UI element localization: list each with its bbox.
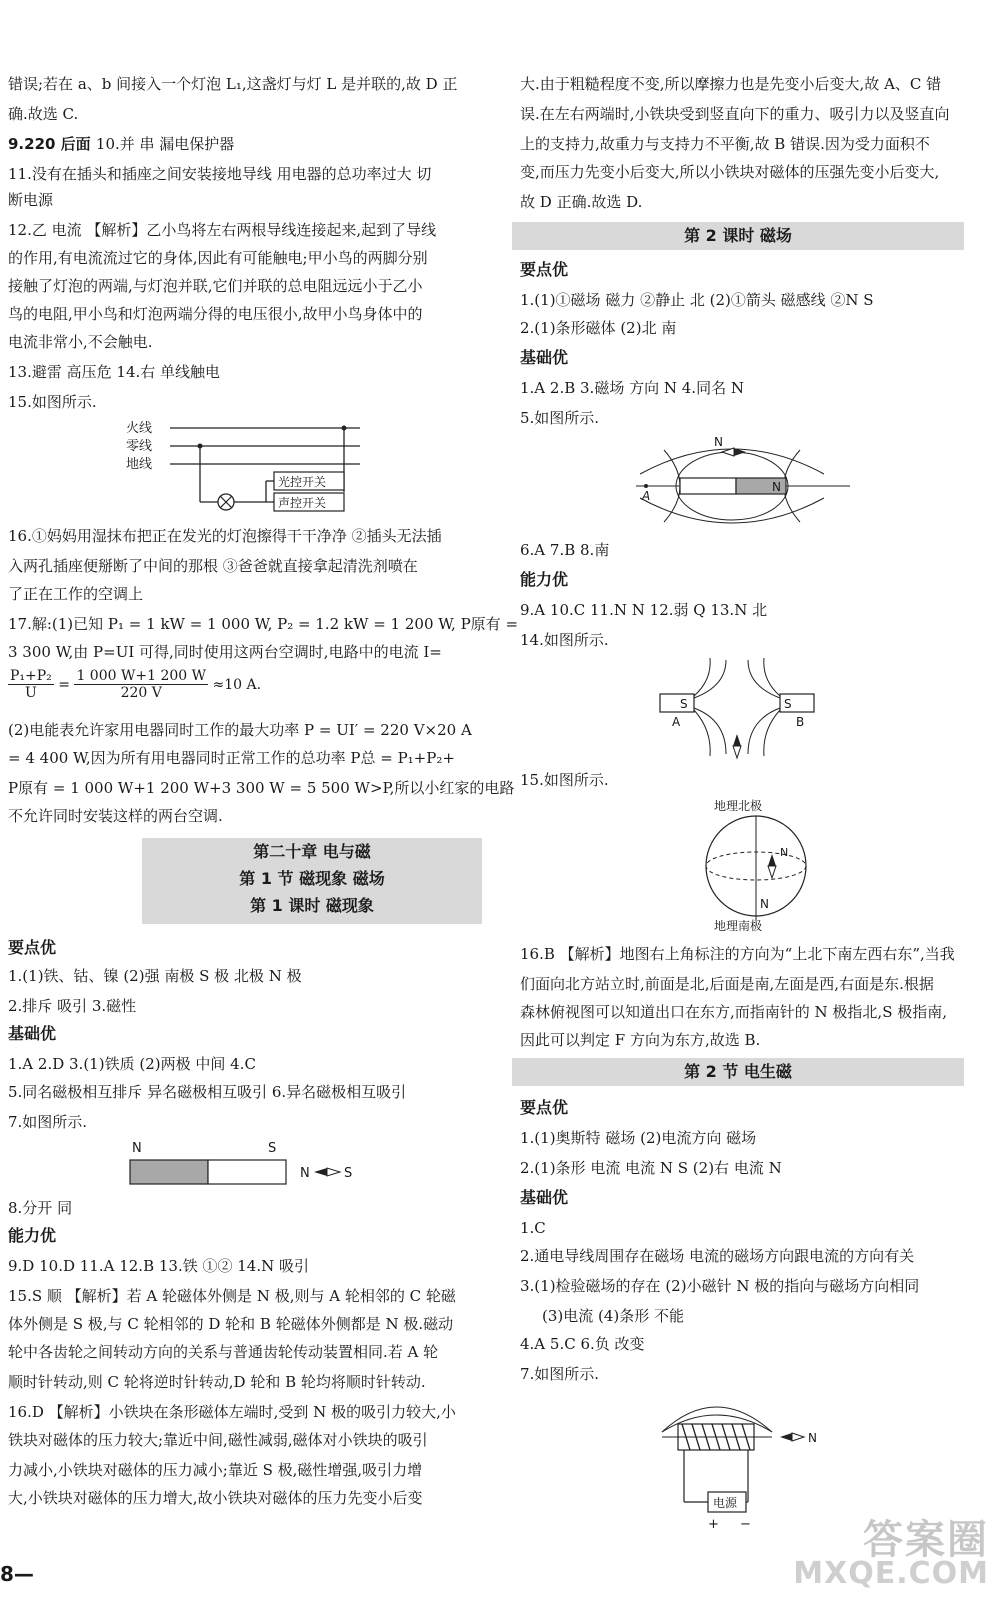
axis-n-label: N	[760, 897, 769, 911]
compass-needle-icon	[733, 734, 741, 758]
needle-n-label: N	[808, 1431, 817, 1445]
left-pole-s: S	[680, 697, 688, 711]
ability-16-line4: 大,小铁块对磁体的压力增大,故小铁块对磁体的压力先变小后变	[8, 1489, 423, 1507]
ability-9-13: 9.A 10.C 11.N N 12.弱 Q 13.N 北	[520, 601, 768, 619]
magnet-s-label: S	[268, 1141, 277, 1156]
answer-10: 10.并 串 漏电保护器	[95, 135, 235, 153]
fraction-mid-denominator: 220 V	[120, 685, 162, 701]
basic-1: 1.C	[520, 1219, 546, 1237]
minus-terminal: −	[740, 1517, 751, 1532]
answer-16-line2: 入两孔插座便掰断了中间的那根 ③爸爸就直接拿起清洗剂喷在	[8, 557, 418, 575]
right-pole-s: S	[784, 697, 792, 711]
answer-17-line2: 3 300 W,由 P=UI 可得,同时使用这两台空调时,电路中的电流 I=	[8, 643, 442, 661]
key-points-heading: 要点优	[520, 1098, 569, 1117]
fraction-mid-numerator: 1 000 W+1 200 W	[76, 668, 207, 684]
section-2-title: 第 2 节 电生磁	[684, 1062, 792, 1081]
text-line: 误.在左右两端时,小铁块受到竖直向下的重力、吸引力以及竖直向	[520, 105, 950, 123]
ability-15-line2: 体外侧是 S 极,与 C 轮相邻的 D 轮和 B 轮磁体外侧都是 N 极.磁动	[8, 1315, 454, 1333]
ability-15-line1: 15.S 顺 【解析】若 A 轮磁体外侧是 N 极,则与 A 轮相邻的 C 轮磁	[8, 1287, 456, 1305]
basic-3-line2: (3)电流 (4)条形 不能	[542, 1307, 685, 1325]
answer-16-line1: 16.①妈妈用湿抹布把正在发光的灯泡擦得干干净净 ②插头无法插	[8, 527, 442, 545]
answer-17-line5: = 4 400 W,因为所有用电器同时正常工作的总功率 P总 = P₁+P₂+	[8, 749, 455, 767]
household-circuit-diagram	[126, 414, 366, 520]
magnet-n-label: N	[132, 1141, 142, 1156]
bar-magnet-diagram	[124, 1138, 384, 1192]
ability-15: 15.如图所示.	[520, 771, 609, 789]
needle-s-label: S	[344, 1166, 353, 1181]
answer-12-line5: 电流非常小,不会触电.	[8, 333, 153, 351]
basic-4-6: 4.A 5.C 6.负 改变	[520, 1335, 645, 1353]
watermark-logo-text: 答案圈	[863, 1517, 989, 1563]
answer-12-line4: 鸟的电阻,甲小鸟和灯泡两端分得的电压很小,故甲小鸟身体中的	[8, 305, 423, 323]
ability-16-line2: 铁块对磁体的压力较大;靠近中间,磁性减弱,磁体对小铁块的吸引	[8, 1431, 428, 1449]
ability-heading: 能力优	[8, 1226, 57, 1245]
answer-11-line1: 11.没有在插头和插座之间安装接地导线 用电器的总功率过大 切	[8, 165, 432, 183]
text-line: 故 D 正确.故选 D.	[520, 193, 643, 211]
light-switch-label: 光控开关	[278, 475, 327, 489]
text-line: 大.由于粗糙程度不变,所以摩擦力也是先变小后变大,故 A、C 错	[520, 75, 942, 93]
geographic-south-label: 地理南极	[714, 919, 763, 933]
key-point-1: 1.(1)奥斯特 磁场 (2)电流方向 磁场	[520, 1129, 757, 1147]
needle-n-label: N	[780, 846, 789, 859]
answer-17-line1: 17.解:(1)已知 P₁ = 1 kW = 1 000 W, P₂ = 1.2 kW = 1 200 W, P原有 =	[8, 615, 519, 633]
needle-n-label: N	[300, 1166, 310, 1181]
ability-16-line4: 因此可以判定 F 方向为东方,故选 B.	[520, 1031, 761, 1049]
basic-3-line1: 3.(1)检验磁场的存在 (2)小磁针 N 极的指向与磁场方向相同	[520, 1277, 920, 1295]
answer-9-10	[8, 134, 234, 154]
compass-needle-icon	[780, 1433, 804, 1441]
answer-14: 14.右 单线触电	[116, 363, 221, 381]
ability-16-line1: 16.B 【解析】地图右上角标注的方向为“上北下南左西右东”,当我	[520, 945, 955, 963]
chapter-header	[142, 838, 482, 924]
text-line: 确.故选 C.	[8, 105, 79, 123]
compass-needle-icon	[768, 854, 776, 878]
ability-16-line1: 16.D 【解析】小铁块在条形磁体左端时,受到 N 极的吸引力较大,小	[8, 1403, 456, 1421]
section-2-header	[512, 1058, 964, 1086]
chapter-title: 第二十章 电与磁	[253, 842, 371, 861]
geographic-north-label: 地理北极	[714, 799, 763, 813]
lamp-icon	[218, 494, 234, 510]
key-point-1: 1.(1)铁、钴、镍 (2)强 南极 S 极 北极 N 极	[8, 967, 302, 985]
answer-15: 15.如图所示.	[8, 393, 97, 411]
magnetic-field-lines-diagram	[636, 434, 856, 534]
lesson-title: 第 1 课时 磁现象	[250, 896, 374, 915]
live-wire-label: 火线	[126, 421, 153, 436]
power-source-label: 电源	[713, 1496, 738, 1510]
ability-heading: 能力优	[520, 570, 569, 589]
basic-7: 7.如图所示.	[8, 1113, 88, 1131]
plus-terminal: +	[708, 1517, 719, 1532]
fraction-result: ≈10 A.	[212, 676, 262, 693]
answer-17-line7: 不允许同时安装这样的两台空调.	[8, 807, 223, 825]
basic-8: 8.分开 同	[8, 1199, 73, 1217]
text-line: 变,而压力先变小后变大,所以小铁块对磁体的压强先变小后变大,	[520, 163, 940, 181]
key-point-2: 2.排斥 吸引 3.磁性	[8, 997, 137, 1015]
section-title: 第 1 节 磁现象 磁场	[239, 869, 385, 888]
answer-17-line4: (2)电能表允许家用电器同时工作的最大功率 P = UI′ = 220 V×20 A	[8, 721, 472, 739]
ground-wire-label: 地线	[126, 457, 153, 472]
current-fraction: $\frac{\text{P₁+P₂}}{U}$ = $\frac{1 000 W+1 200 W}{220 V}$ ≈10 A.	[10, 668, 262, 701]
key-point-1: 1.(1)①磁场 磁力 ②静止 北 (2)①箭头 磁感线 ②N S	[520, 291, 874, 309]
needle-n-label: N	[714, 435, 723, 449]
ability-15-line3: 轮中各齿轮之间转动方向的关系与普通齿轮传动装置相同.若 A 轮	[8, 1343, 439, 1361]
fraction-numerator: P₁+P₂	[10, 668, 52, 684]
answer-9: 9.220 后面	[8, 135, 96, 153]
answer-11-line2: 断电源	[8, 191, 54, 209]
basic-1-4: 1.A 2.D 3.(1)铁质 (2)两极 中间 4.C	[8, 1055, 256, 1073]
key-points-heading: 要点优	[520, 260, 569, 279]
text-line: 错误;若在 a、b 间接入一个灯泡 L₁,这盏灯与灯 L 是并联的,故 D 正	[8, 75, 458, 93]
watermark	[790, 1508, 995, 1600]
basic-7: 7.如图所示.	[520, 1365, 600, 1383]
ability-15-line4: 顺时针转动,则 C 轮将逆时针转动,D 轮和 B 轮均将顺时针转动.	[8, 1373, 426, 1391]
answer-17-line6: P原有 = 1 000 W+1 200 W+3 300 W = 5 500 W>P,所以小红家的电路	[8, 779, 515, 797]
page-number: 8—	[0, 1562, 34, 1586]
key-point-2: 2.(1)条形 电流 电流 N S (2)右 电流 N	[520, 1159, 782, 1177]
ability-16-line3: 森林俯视图可以知道出口在东方,而指南针的 N 极指北,S 极指南,	[520, 1003, 948, 1021]
basic-1-4: 1.A 2.B 3.磁场 方向 N 4.同名 N	[520, 379, 744, 397]
ability-16-line2: 们面向北方站立时,前面是北,后面是南,左面是西,右面是东.根据	[520, 975, 934, 993]
fraction-denominator: U	[24, 685, 37, 701]
sound-switch-label: 声控开关	[278, 496, 327, 510]
neutral-wire-label: 零线	[126, 439, 153, 454]
ability-14: 14.如图所示.	[520, 631, 609, 649]
basic-heading: 基础优	[8, 1024, 57, 1043]
text-line: 上的支持力,故重力与支持力不平衡,故 B 错误.因为受力面积不	[520, 135, 930, 153]
basic-6-8: 6.A 7.B 8.南	[520, 541, 610, 559]
answer-13: 13.避雷 高压危	[8, 363, 117, 381]
two-south-poles-diagram	[656, 656, 846, 760]
answer-16-line3: 了正在工作的空调上	[8, 585, 144, 603]
compass-needle-icon	[314, 1168, 340, 1176]
basic-5: 5.如图所示.	[520, 409, 600, 427]
answer-13-14	[8, 362, 220, 382]
ability-16-line3: 力减小,小铁块对磁体的压力减小;靠近 S 极,磁性增强,吸引力增	[8, 1461, 423, 1479]
key-points-heading: 要点优	[8, 938, 57, 957]
answer-12-line3: 接触了灯泡的两端,与灯泡并联,它们并联的总电阻远远小于乙小	[8, 277, 423, 295]
key-point-2: 2.(1)条形磁体 (2)北 南	[520, 319, 677, 337]
left-magnet-a: A	[672, 715, 681, 729]
basic-heading: 基础优	[520, 1188, 569, 1207]
answer-12-line1: 12.乙 电流 【解析】乙小鸟将左右两根导线连接起来,起到了导线	[8, 221, 437, 239]
watermark-url: MXQE.COM	[793, 1556, 989, 1591]
ability-9-14: 9.D 10.D 11.A 12.B 13.铁 ①② 14.N 吸引	[8, 1257, 309, 1275]
right-magnet-b: B	[796, 715, 805, 729]
basic-heading: 基础优	[520, 348, 569, 367]
earth-magnetic-field-diagram	[686, 796, 826, 934]
answer-12-line2: 的作用,有电流流过它的身体,因此有可能触电;甲小鸟的两脚分别	[8, 249, 428, 267]
basic-5-6: 5.同名磁极相互排斥 异名磁极相互吸引 6.异名磁极相互吸引	[8, 1083, 407, 1101]
lesson-2-header	[512, 222, 964, 250]
basic-2: 2.通电导线周围存在磁场 电流的磁场方向跟电流的方向有关	[520, 1247, 915, 1265]
point-a-label: A	[642, 489, 651, 503]
magnet-pole-n: N	[772, 480, 781, 494]
lesson-2-title: 第 2 课时 磁场	[684, 226, 792, 245]
